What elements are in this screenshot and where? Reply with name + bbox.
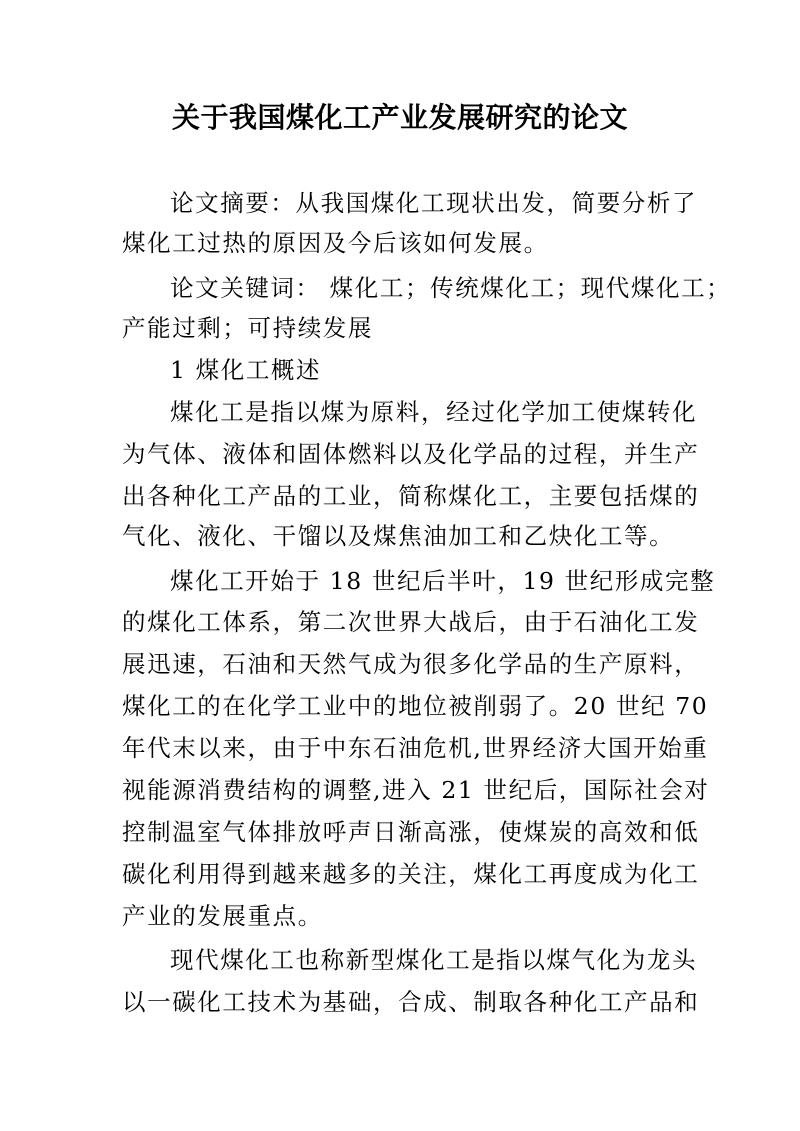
keywords-line-1: 论文关键词： 煤化工；传统煤化工；现代煤化工； [170, 274, 732, 302]
paragraph-3-line-2: 以一碳化工技术为基础，合成、制取各种化工产品和 [122, 988, 700, 1016]
paragraph-2-line-1: 煤化工开始于 18 世纪后半叶，19 世纪形成完整 [170, 567, 716, 595]
paragraph-2-line-7: 控制温室气体排放呼声日渐高涨，使煤炭的高效和低 [122, 818, 700, 846]
paragraph-2-line-9: 产业的发展重点。 [122, 902, 323, 930]
paragraph-2-line-5: 年代末以来，由于中东石油危机,世界经济大国开始重 [122, 734, 709, 762]
paragraph-2-line-6: 视能源消费结构的调整,进入 21 世纪后，国际社会对 [122, 776, 710, 804]
paragraph-2-line-2: 的煤化工体系，第二次世界大战后，由于石油化工发 [122, 608, 700, 636]
abstract-line-1: 论文摘要：从我国煤化工现状出发，简要分析了 [170, 189, 698, 217]
paragraph-2-line-4: 煤化工的在化学工业中的地位被削弱了。20 世纪 70 [122, 692, 709, 720]
paragraph-3-line-1: 现代煤化工也称新型煤化工是指以煤气化为龙头 [170, 946, 698, 974]
paragraph-1-line-3: 出各种化工产品的工业，简称煤化工，主要包括煤的 [122, 482, 700, 510]
paragraph-1-line-4: 气化、液化、干馏以及煤焦油加工和乙炔化工等。 [122, 522, 675, 550]
abstract-line-2: 煤化工过热的原因及今后该如何发展。 [122, 229, 549, 257]
keywords-line-2: 产能过剩；可持续发展 [122, 314, 373, 342]
paragraph-2-line-3: 展迅速，石油和天然气成为很多化学品的生产原料， [122, 650, 700, 678]
document-title: 关于我国煤化工产业发展研究的论文 [171, 101, 628, 134]
paragraph-1-line-2: 为气体、液体和固体燃料以及化学品的过程，并生产 [122, 440, 700, 468]
paragraph-1-line-1: 煤化工是指以煤为原料，经过化学加工使煤转化 [170, 398, 698, 426]
section-heading: 1 煤化工概述 [170, 356, 322, 384]
paragraph-2-line-8: 碳化利用得到越来越多的关注，煤化工再度成为化工 [122, 860, 700, 888]
